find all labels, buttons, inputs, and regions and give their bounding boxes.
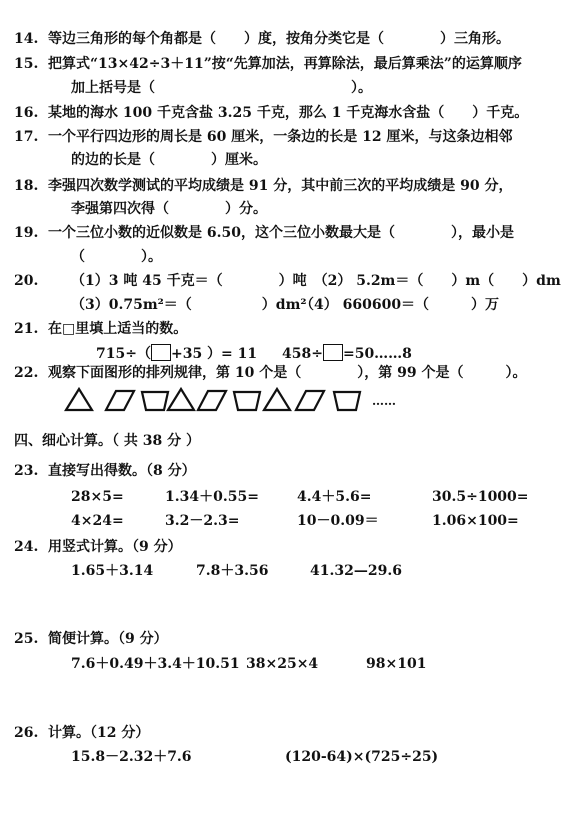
q26-number: 26. xyxy=(14,725,39,741)
triangle-shape-1 xyxy=(66,389,92,410)
q15-number: 15. xyxy=(14,56,39,72)
q19-line2: （ ）。 xyxy=(71,249,162,265)
triangle-shape-3 xyxy=(264,389,290,410)
q20-line2-part4: （4） 660600＝（ ）万 xyxy=(300,297,500,313)
q23-r2-c1: 4×24= xyxy=(71,513,124,529)
q23-title: 直接写出得数。（8 分） xyxy=(48,463,196,479)
parallelogram-shape-3 xyxy=(296,391,324,410)
q26-item-2: (120-64)×(725÷25) xyxy=(285,749,439,765)
section-4-title: 四、细心计算。（ 共 38 分 ） xyxy=(14,433,200,449)
q22-text: 观察下面图形的排列规律，第 10 个是（ ），第 99 个是（ ）。 xyxy=(48,365,527,381)
parallelogram-shape-2 xyxy=(198,391,226,410)
q19-number: 19. xyxy=(14,225,39,241)
q21-number: 21. xyxy=(14,321,39,337)
q18-number: 18. xyxy=(14,178,39,194)
q18-line1: 李强四次数学测试的平均成绩是 91 分，其中前三次的平均成绩是 90 分， xyxy=(48,178,513,194)
q17-line2: 的边的长是（ ）厘米。 xyxy=(71,152,267,168)
q26-title: 计算。（12 分） xyxy=(48,725,150,741)
q24-item-2: 7.8＋3.56 xyxy=(196,563,269,579)
trapezoid-shape-3 xyxy=(334,392,360,410)
q21-expression-1: 715÷（ +35 ）= 11 xyxy=(96,346,258,362)
q24-item-3: 41.32—29.6 xyxy=(310,563,402,579)
q22-ellipsis: …… xyxy=(372,394,396,408)
q14-text: 等边三角形的每个角都是（ ）度，按角分类它是（ ）三角形。 xyxy=(48,31,510,47)
q23-number: 23. xyxy=(14,463,39,479)
parallelogram-shape-1 xyxy=(106,391,134,410)
q25-item-1: 7.6＋0.49＋3.4＋10.51 xyxy=(71,656,240,672)
q21-text: 在□里填上适当的数。 xyxy=(48,321,188,337)
q26-item-1: 15.8－2.32＋7.6 xyxy=(71,749,192,765)
q18-line2: 李强第四次得（ ）分。 xyxy=(71,201,267,217)
q23-r1-c2: 1.34＋0.55= xyxy=(165,489,259,505)
triangle-shape-2 xyxy=(168,389,194,410)
q23-r1-c4: 30.5÷1000= xyxy=(432,489,529,505)
q25-number: 25. xyxy=(14,631,39,647)
q17-line1: 一个平行四边形的周长是 60 厘米，一条边的长是 12 厘米，与这条边相邻 xyxy=(48,129,513,145)
q16-number: 16. xyxy=(14,105,39,121)
q19-line1: 一个三位小数的近似数是 6.50，这个三位小数最大是（ ），最小是 xyxy=(48,225,514,241)
q21-expression-2: 458÷ =50……8 xyxy=(282,346,412,362)
q23-r1-c3: 4.4＋5.6= xyxy=(297,489,372,505)
q20-line2-part3: （3）0.75m²＝（ ）dm² xyxy=(71,297,307,313)
q23-r1-c1: 28×5= xyxy=(71,489,124,505)
q15-line2: 加上括号是（ ）。 xyxy=(71,80,372,96)
q25-item-2: 38×25×4 xyxy=(246,656,319,672)
q22-shape-sequence xyxy=(64,386,404,416)
q24-item-1: 1.65＋3.14 xyxy=(71,563,154,579)
q25-title: 简便计算。（9 分） xyxy=(48,631,168,647)
q20-line1: （1）3 吨 45 千克＝（ ）吨 （2） 5.2m＝（ ）m（ ）dm xyxy=(71,273,561,289)
q23-r2-c2: 3.2－2.3= xyxy=(165,513,240,529)
q14-number: 14. xyxy=(14,31,39,47)
q15-line1: 把算式“13×42÷3＋11”按“先算加法，再算除法，最后算乘法”的运算顺序 xyxy=(48,56,522,72)
q16-text: 某地的海水 100 千克含盐 3.25 千克，那么 1 千克海水含盐（ ）千克。 xyxy=(48,105,529,121)
q24-title: 用竖式计算。（9 分） xyxy=(48,539,182,555)
trapezoid-shape-1 xyxy=(142,392,168,410)
q21-answer-box-1[interactable] xyxy=(151,344,171,361)
q23-r2-c3: 10－0.09＝ xyxy=(297,513,379,529)
q20-number: 20. xyxy=(14,273,39,289)
q25-item-3: 98×101 xyxy=(366,656,427,672)
q21-answer-box-2[interactable] xyxy=(323,344,343,361)
q22-number: 22. xyxy=(14,365,39,381)
q24-number: 24. xyxy=(14,539,39,555)
q23-r2-c4: 1.06×100= xyxy=(432,513,519,529)
trapezoid-shape-2 xyxy=(234,392,260,410)
q17-number: 17. xyxy=(14,129,39,145)
